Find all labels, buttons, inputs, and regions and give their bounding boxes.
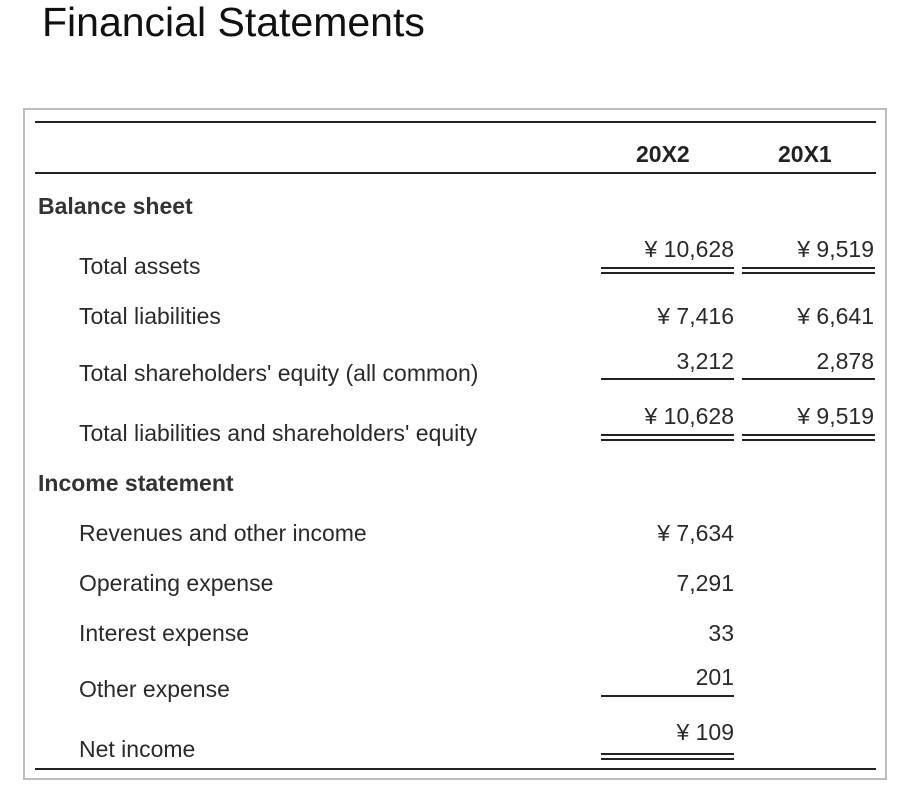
double-underline xyxy=(742,434,875,441)
page-title: Financial Statements xyxy=(42,0,425,45)
value-net-income-20x2: ¥ 109 xyxy=(676,719,734,745)
single-underline xyxy=(601,378,734,380)
single-underline xyxy=(742,378,875,380)
value-total-liabilities-and-equity-20x1: ¥ 9,519 xyxy=(797,403,874,429)
row-label-total-liabilities: Total liabilities xyxy=(79,303,221,329)
double-underline xyxy=(601,434,734,441)
single-underline xyxy=(601,695,734,697)
value-other-expense-20x2: 201 xyxy=(695,664,734,690)
value-total-assets-20x1: ¥ 9,519 xyxy=(797,236,874,262)
table-top-rule xyxy=(35,121,876,123)
value-operating-expense-20x2: 7,291 xyxy=(676,570,734,596)
section-heading-income-statement: Income statement xyxy=(38,470,234,496)
column-header-20x1: 20X1 xyxy=(778,141,832,167)
row-label-revenues: Revenues and other income xyxy=(79,520,367,546)
double-underline xyxy=(601,267,734,274)
row-label-net-income: Net income xyxy=(79,736,196,762)
header-rule xyxy=(35,172,876,174)
section-heading-balance-sheet: Balance sheet xyxy=(38,193,193,219)
table-bottom-rule xyxy=(35,768,876,770)
row-label-shareholders-equity: Total shareholders' equity (all common) xyxy=(79,360,479,386)
value-shareholders-equity-20x1: 2,878 xyxy=(816,348,874,374)
double-underline xyxy=(601,753,734,760)
value-total-liabilities-and-equity-20x2: ¥ 10,628 xyxy=(644,403,734,429)
row-label-operating-expense: Operating expense xyxy=(79,570,274,596)
value-total-assets-20x2: ¥ 10,628 xyxy=(644,236,734,262)
row-label-total-liabilities-and-equity: Total liabilities and shareholders' equity xyxy=(79,420,478,446)
column-header-20x2: 20X2 xyxy=(636,141,690,167)
value-shareholders-equity-20x2: 3,212 xyxy=(676,348,734,374)
value-interest-expense-20x2: 33 xyxy=(708,620,734,646)
value-revenues-20x2: ¥ 7,634 xyxy=(657,520,734,546)
row-label-other-expense: Other expense xyxy=(79,676,230,702)
value-total-liabilities-20x2: ¥ 7,416 xyxy=(657,303,734,329)
double-underline xyxy=(742,267,875,274)
row-label-interest-expense: Interest expense xyxy=(79,620,250,646)
value-total-liabilities-20x1: ¥ 6,641 xyxy=(797,303,874,329)
row-label-total-assets: Total assets xyxy=(79,253,201,279)
